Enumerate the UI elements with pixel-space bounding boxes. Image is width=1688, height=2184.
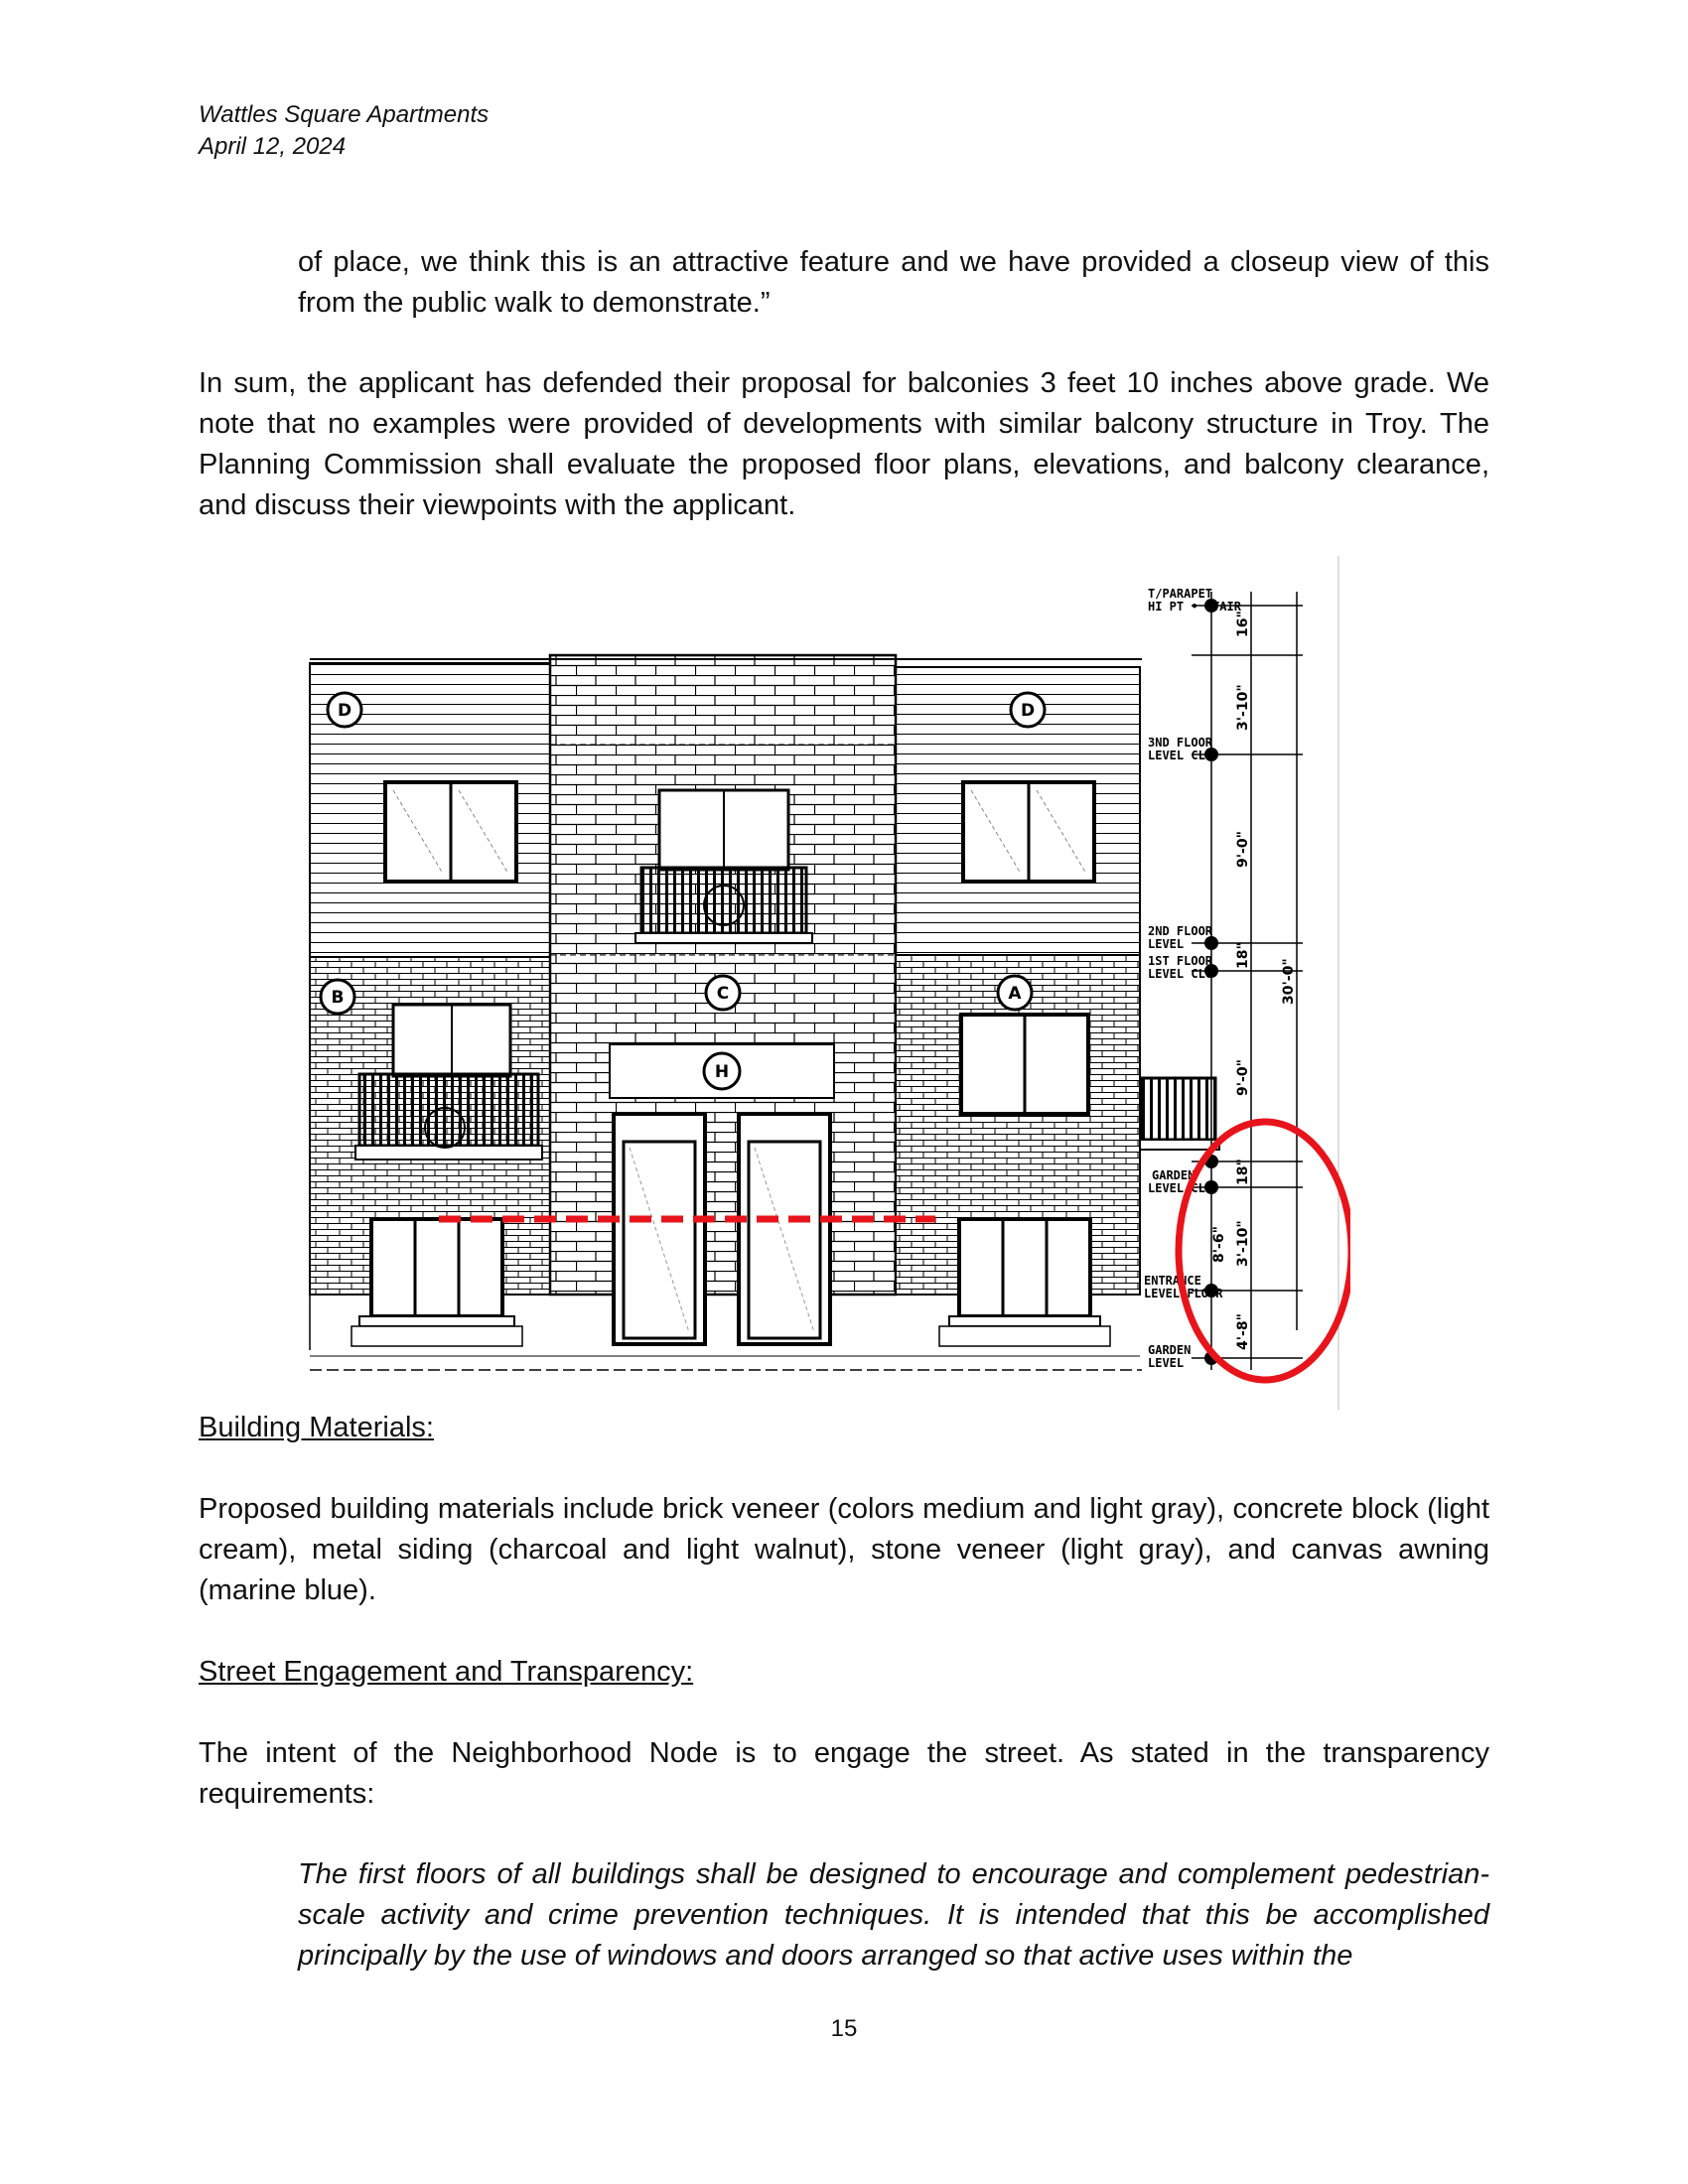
street-engagement-text: The intent of the Neighborhood Node is to engage the street. As stated in the transparency requirements: bbox=[199, 1737, 1489, 1810]
dim-lower: 9'-0" bbox=[1235, 1059, 1251, 1096]
center-block bbox=[550, 655, 896, 1344]
building-materials-heading: Building Materials: bbox=[199, 1412, 434, 1443]
right-wing bbox=[896, 667, 1219, 1346]
dim-clear: 8'-6" bbox=[1211, 1226, 1227, 1263]
dim-upper: 9'-0" bbox=[1235, 831, 1251, 868]
dimension-labels bbox=[1211, 611, 1297, 1350]
label-garden-2: LEVEL bbox=[1148, 1356, 1185, 1370]
tag-h: H bbox=[714, 1062, 730, 1082]
building-elevation-drawing bbox=[298, 556, 1350, 1420]
transparency-quote: The first floors of all buildings shall be designed to encourage and complement pedestrian-scale activity and crime prevention techniques. It is intended that this be accomplished principally by the use of windows and doors arranged so that active uses within the bbox=[298, 1858, 1489, 1972]
tag-a: A bbox=[1008, 984, 1022, 1004]
dim-entrance: 3'-10" bbox=[1235, 1220, 1251, 1267]
tag-d-left: D bbox=[337, 701, 352, 721]
dim-floor: 18" bbox=[1235, 942, 1251, 969]
document-date: April 12, 2024 bbox=[199, 133, 347, 160]
label-third-floor-1: 3ND FLOOR bbox=[1148, 736, 1213, 750]
dim-garden-floor: 18" bbox=[1235, 1159, 1251, 1185]
dim-total: 30'-0" bbox=[1281, 958, 1297, 1005]
dim-garden: 4'-8" bbox=[1235, 1313, 1251, 1350]
tag-d-right: D bbox=[1020, 701, 1036, 721]
dim-third: 3'-10" bbox=[1235, 684, 1251, 731]
summary-paragraph: In sum, the applicant has defended their proposal for balconies 3 feet 10 inches above grade. We note that no examples were provided of developments with similar balcony structure in Troy. The Planning Commission shall evaluate the proposed floor plans, elevations, and balcony clearance, and discuss their viewpoints with the applicant. bbox=[199, 367, 1489, 521]
label-entrance-2: LEVEL FLOOR bbox=[1144, 1287, 1223, 1300]
label-parapet-1: T/PARAPET bbox=[1148, 587, 1213, 601]
label-entrance-1: ENTRANCE bbox=[1144, 1274, 1201, 1288]
label-first-floor-1: 1ST FLOOR bbox=[1148, 954, 1213, 968]
building-materials-text: Proposed building materials include brick veneer (colors medium and light gray), concrete block (light cream), metal siding (charcoal and light walnut), stone veneer (light gray), and canvas awning (marine blue). bbox=[199, 1493, 1489, 1606]
left-wing bbox=[310, 663, 550, 1346]
label-parapet-2: HI PT • STAIR bbox=[1148, 600, 1241, 614]
highlight-circle bbox=[1179, 1122, 1350, 1380]
dim-parapet: 16" bbox=[1235, 611, 1251, 637]
document-title: Wattles Square Apartments bbox=[199, 101, 490, 128]
label-garden-clg-1: GARDEN bbox=[1152, 1168, 1196, 1182]
tag-b: B bbox=[331, 988, 345, 1008]
label-second-floor-1: 2ND FLOOR bbox=[1148, 924, 1213, 938]
tag-c: C bbox=[716, 984, 730, 1004]
street-engagement-heading: Street Engagement and Transparency: bbox=[199, 1656, 694, 1688]
page-number: 15 bbox=[830, 2015, 858, 2042]
label-second-floor-2: LEVEL bbox=[1148, 937, 1185, 951]
label-garden-1: GARDEN bbox=[1148, 1343, 1192, 1357]
quote-continuation: of place, we think this is an attractive feature and we have provided a closeup view of this from the public walk to demonstrate.” bbox=[298, 246, 1489, 319]
label-garden-clg-2: LEVEL CLG bbox=[1148, 1181, 1213, 1195]
label-first-floor-2: LEVEL CLG bbox=[1148, 967, 1213, 981]
label-third-floor-2: LEVEL CLG bbox=[1148, 749, 1213, 762]
